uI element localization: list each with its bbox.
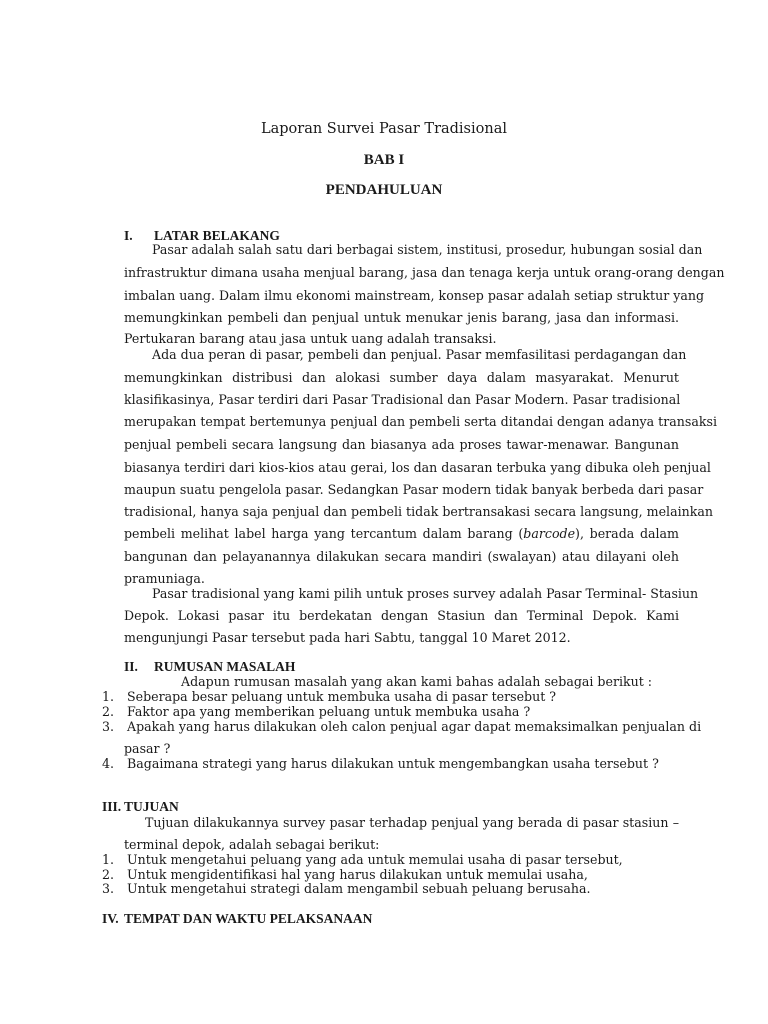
text-run: pembeli melihat label harga yang tercantum dalam barang (: [124, 526, 524, 541]
text-line: Pasar adalah salah satu dari berbagai sistem, institusi, prosedur, hubungan sosial dan: [152, 242, 703, 257]
section-number: IV.: [102, 911, 119, 926]
chapter-number: BAB I: [363, 152, 405, 168]
text-line: memungkinkan pembeli dan penjual untuk menukar jenis barang, jasa dan informasi.: [124, 310, 679, 325]
list-item-text: Untuk mengetahui peluang yang ada untuk memulai usaha di pasar tersebut,: [127, 852, 623, 867]
list-item-text: Untuk mengetahui strategi dalam mengambil sebuah peluang berusaha.: [127, 881, 591, 896]
list-item-continuation: pasar ?: [124, 741, 171, 756]
section-intro: Tujuan dilakukannya survey pasar terhadap penjual yang berada di pasar stasiun –: [145, 815, 679, 830]
list-item-text: Seberapa besar peluang untuk membuka usaha di pasar tersebut ?: [127, 689, 557, 704]
text-line: klasifikasinya, Pasar terdiri dari Pasar Tradisional dan Pasar Modern. Pasar tradisional: [124, 392, 681, 407]
list-item-text: Apakah yang harus dilakukan oleh calon penjual agar dapat memaksimalkan penjualan di: [127, 719, 702, 734]
text-line: Pasar tradisional yang kami pilih untuk proses survey adalah Pasar Terminal- Stasiun: [152, 586, 699, 601]
section-number: I.: [124, 228, 133, 243]
text-line: bangunan dan pelayanannya dilakukan secara mandiri (swalayan) atau dilayani oleh: [124, 549, 679, 564]
section-number: II.: [124, 659, 138, 674]
text-run: ), berada dalam: [575, 526, 679, 541]
document-title: Laporan Survei Pasar Tradisional: [260, 121, 507, 137]
section-number: III.: [102, 799, 122, 814]
list-item-number: 3.: [102, 719, 115, 734]
list-item-number: 2.: [102, 704, 115, 719]
text-line: merupakan tempat bertemunya penjual dan pembeli serta ditandai dengan adanya transaksi: [124, 414, 717, 429]
text-line: Depok. Lokasi pasar itu berdekatan dengan Stasiun dan Terminal Depok. Kami: [124, 608, 679, 623]
section-intro: terminal depok, adalah sebagai berikut:: [124, 837, 380, 852]
text-line: maupun suatu pengelola pasar. Sedangkan Pasar modern tidak banyak berbeda dari pasar: [124, 482, 704, 497]
italic-term: barcode: [523, 526, 576, 541]
list-item-number: 4.: [102, 756, 115, 771]
list-item-text: Bagaimana strategi yang harus dilakukan untuk mengembangkan usaha tersebut ?: [127, 756, 659, 771]
text-line: biasanya terdiri dari kios-kios atau gerai, los dan dasaran terbuka yang dibuka oleh penjual: [124, 460, 711, 475]
text-line: mengunjungi Pasar tersebut pada hari Sabtu, tanggal 10 Maret 2012.: [124, 630, 571, 645]
list-item-text: Faktor apa yang memberikan peluang untuk membuka usaha ?: [127, 704, 531, 719]
section-heading-tujuan: [102, 799, 179, 815]
text-line: Ada dua peran di pasar, pembeli dan penjual. Pasar memfasilitasi perdagangan dan: [152, 347, 687, 362]
text-line: tradisional, hanya saja penjual dan pembeli tidak bertransakasi secara langsung, melainkan: [124, 504, 713, 519]
section-heading-rumusan-masalah: [124, 659, 295, 675]
section-title: RUMUSAN MASALAH: [154, 659, 296, 674]
chapter-title: PENDAHULUAN: [325, 182, 443, 198]
list-item-number: 1.: [102, 689, 115, 704]
text-line: Pertukaran barang atau jasa untuk uang adalah transaksi.: [124, 331, 497, 346]
list-item-number: 1.: [102, 852, 115, 867]
text-line: [124, 526, 679, 542]
text-line: memungkinkan distribusi dan alokasi sumber daya dalam masyarakat. Menurut: [124, 370, 679, 385]
section-intro: Adapun rumusan masalah yang akan kami bahas adalah sebagai berikut :: [181, 674, 653, 689]
text-line: imbalan uang. Dalam ilmu ekonomi mainstream, konsep pasar adalah setiap struktur yang: [124, 288, 705, 303]
section-title: LATAR BELAKANG: [154, 228, 280, 243]
list-item-number: 3.: [102, 881, 115, 896]
text-line: pramuniaga.: [124, 571, 205, 586]
list-item-text: Untuk mengidentifikasi hal yang harus dilakukan untuk memulai usaha,: [127, 867, 588, 882]
text-line: penjual pembeli secara langsung dan biasanya ada proses tawar-menawar. Bangunan: [124, 437, 679, 452]
text-line: infrastruktur dimana usaha menjual barang, jasa dan tenaga kerja untuk orang-orang dengan: [124, 265, 725, 280]
section-heading-tempat-waktu: [102, 911, 372, 927]
section-title: TEMPAT DAN WAKTU PELAKSANAAN: [124, 911, 373, 926]
section-title: TUJUAN: [124, 799, 179, 814]
list-item-number: 2.: [102, 867, 115, 882]
